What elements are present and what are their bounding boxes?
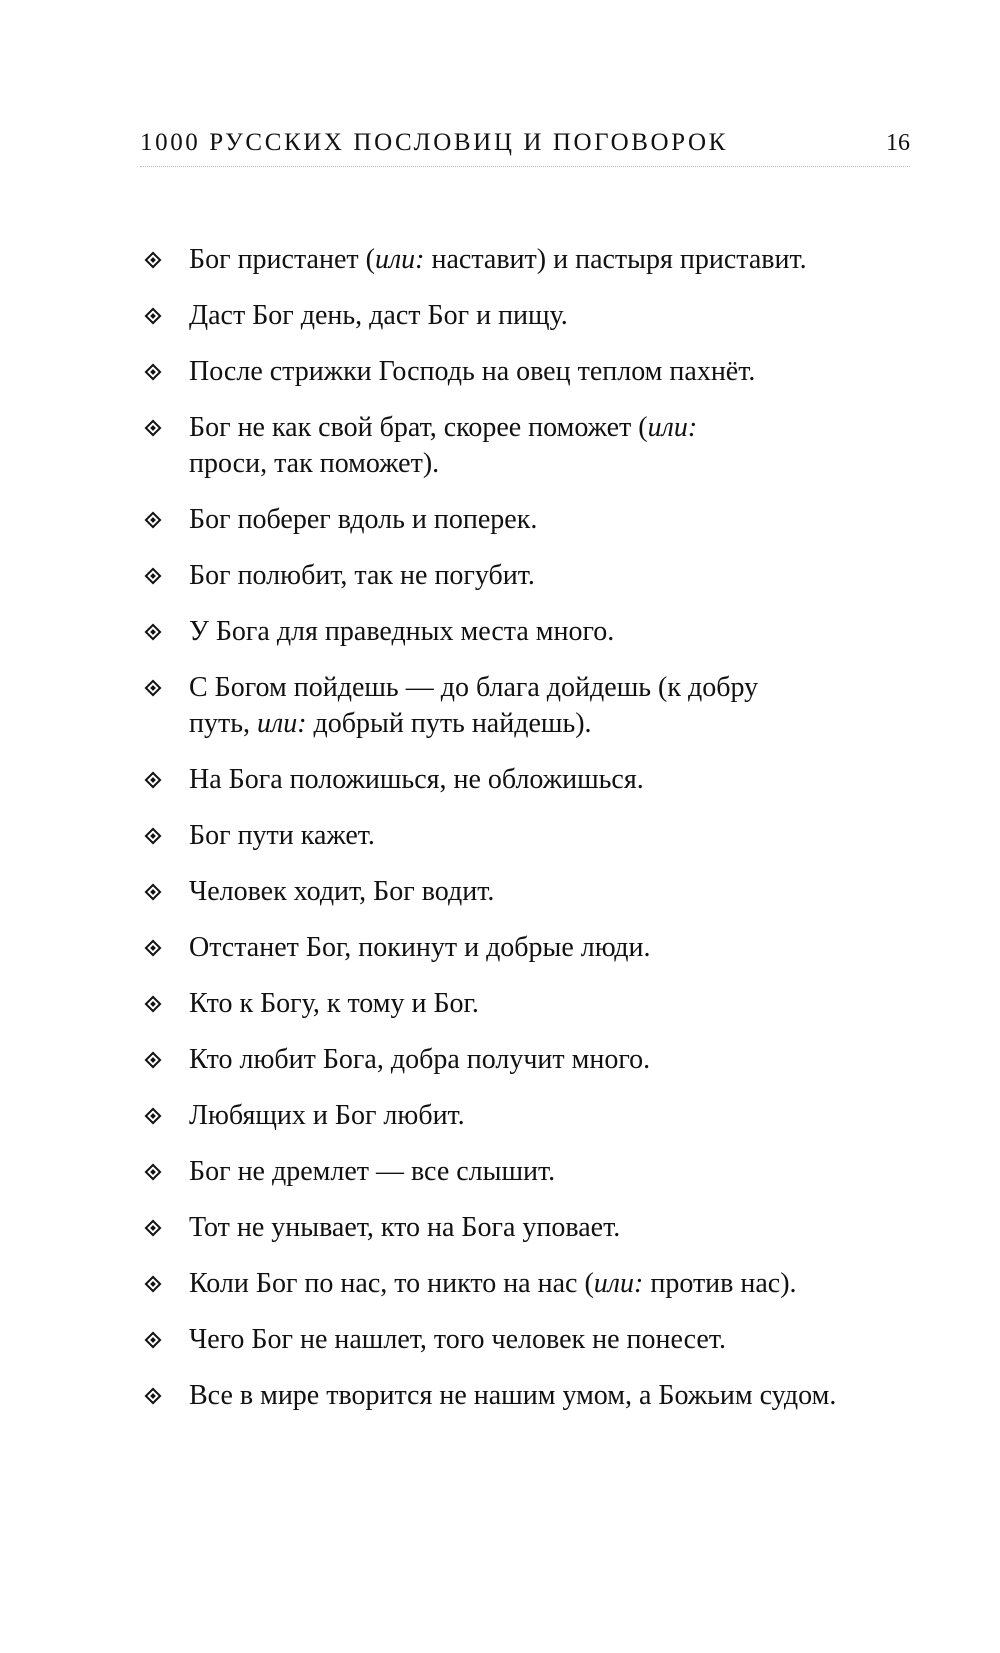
proverb-item: [145, 242, 925, 278]
proverb-italic-note: или:: [257, 708, 307, 739]
diamond-bullet-icon: [145, 568, 161, 584]
proverb-text: Бог пути кажет.: [189, 820, 375, 851]
diamond-bullet-icon: [145, 1332, 161, 1348]
proverb-item: [145, 874, 925, 910]
diamond-bullet-icon: [145, 1276, 161, 1292]
proverb-line: [189, 558, 925, 594]
diamond-bullet-icon: [145, 1108, 161, 1124]
proverb-text: Кто любит Бога, добра получит много.: [189, 1044, 651, 1075]
proverb-text: проси, так поможет).: [189, 448, 440, 479]
proverb-item: [145, 1210, 925, 1246]
proverb-item: [145, 1266, 925, 1302]
proverb-italic-note: или:: [374, 244, 425, 275]
proverb-line: [189, 446, 925, 482]
proverb-item: [145, 762, 925, 798]
proverb-line: [189, 354, 925, 390]
proverb-text: Отстанет Бог, покинут и добрые люди.: [189, 932, 651, 963]
diamond-bullet-icon: [145, 252, 161, 268]
diamond-bullet-icon: [145, 512, 161, 528]
proverb-item: [145, 670, 925, 742]
proverb-text: Бог не как свой брат, скорее поможет (: [189, 412, 648, 443]
proverb-item: [145, 502, 925, 538]
proverb-text: У Бога для праведных места много.: [189, 616, 615, 647]
proverb-line: [189, 930, 925, 966]
proverb-text: Кто к Богу, к тому и Бог.: [189, 988, 479, 1019]
proverb-text: путь,: [189, 708, 257, 739]
proverb-item: [145, 1098, 925, 1134]
proverb-line: [189, 1266, 925, 1302]
proverb-text: На Бога положишься, не обложишься.: [189, 764, 644, 795]
proverb-item: [145, 298, 925, 334]
proverb-item: [145, 986, 925, 1022]
proverb-text: Бог полюбит, так не погубит.: [189, 560, 535, 591]
proverb-line: [189, 818, 925, 854]
proverb-line: [189, 614, 925, 650]
diamond-bullet-icon: [145, 1220, 161, 1236]
proverb-line: [189, 298, 925, 334]
diamond-bullet-icon: [145, 1388, 161, 1404]
proverb-line: [189, 1098, 925, 1134]
proverb-text: Даст Бог день, даст Бог и пищу.: [189, 300, 568, 331]
proverb-item: [145, 1154, 925, 1190]
proverb-line: [189, 1210, 925, 1246]
proverb-text: Бог поберег вдоль и поперек.: [189, 504, 538, 535]
proverb-text: против нас).: [643, 1268, 797, 1299]
diamond-bullet-icon: [145, 364, 161, 380]
proverb-line: [189, 874, 925, 910]
running-header: [140, 128, 910, 162]
proverb-line: [189, 706, 925, 742]
proverb-item: [145, 354, 925, 390]
diamond-bullet-icon: [145, 680, 161, 696]
proverb-text: Человек ходит, Бог водит.: [189, 876, 495, 907]
proverb-text: Тот не унывает, кто на Бога уповает.: [189, 1212, 621, 1243]
proverb-text: наставит) и пастыря приставит.: [424, 244, 807, 275]
proverb-text: После стрижки Господь на овец теплом пахнёт.: [189, 356, 756, 387]
diamond-bullet-icon: [145, 996, 161, 1012]
diamond-bullet-icon: [145, 308, 161, 324]
diamond-bullet-icon: [145, 940, 161, 956]
proverb-italic-note: или:: [593, 1268, 644, 1299]
proverb-text: Коли Бог по нас, то никто на нас (: [189, 1268, 594, 1299]
page-number: 16: [886, 130, 910, 156]
proverb-line: [189, 1042, 925, 1078]
proverb-text: Бог пристанет (: [189, 244, 375, 275]
proverb-item: [145, 818, 925, 854]
proverb-item: [145, 1378, 925, 1414]
proverb-list: [145, 242, 925, 1434]
proverb-italic-note: или:: [647, 412, 698, 443]
proverb-item: [145, 614, 925, 650]
proverb-text: добрый путь найдешь).: [306, 708, 592, 739]
proverb-item: [145, 930, 925, 966]
diamond-bullet-icon: [145, 1052, 161, 1068]
diamond-bullet-icon: [145, 884, 161, 900]
proverb-line: [189, 1322, 925, 1358]
proverb-line: [189, 502, 925, 538]
proverb-item: [145, 558, 925, 594]
proverb-line: [189, 986, 925, 1022]
proverb-item: [145, 410, 925, 482]
proverb-item: [145, 1042, 925, 1078]
diamond-bullet-icon: [145, 420, 161, 436]
proverb-line: [189, 762, 925, 798]
proverb-item: [145, 1322, 925, 1358]
diamond-bullet-icon: [145, 828, 161, 844]
book-title: 1000 РУССКИХ ПОСЛОВИЦ И ПОГОВОРОК: [140, 129, 728, 156]
proverb-line: [189, 242, 925, 278]
proverb-line: [189, 670, 925, 706]
proverb-line: [189, 410, 925, 446]
proverb-text: Чего Бог не нашлет, того человек не понесет.: [189, 1324, 726, 1355]
proverb-text: Бог не дремлет — все слышит.: [189, 1156, 556, 1187]
diamond-bullet-icon: [145, 772, 161, 788]
proverb-text: Любящих и Бог любит.: [189, 1100, 465, 1131]
diamond-bullet-icon: [145, 624, 161, 640]
diamond-bullet-icon: [145, 1164, 161, 1180]
header-rule: [140, 166, 910, 167]
proverb-line: [189, 1154, 925, 1190]
proverb-line: [189, 1378, 925, 1414]
proverb-text: С Богом пойдешь — до блага дойдешь (к добру: [189, 672, 759, 703]
proverb-text: Все в мире творится не нашим умом, а Божьим судом.: [189, 1380, 837, 1411]
